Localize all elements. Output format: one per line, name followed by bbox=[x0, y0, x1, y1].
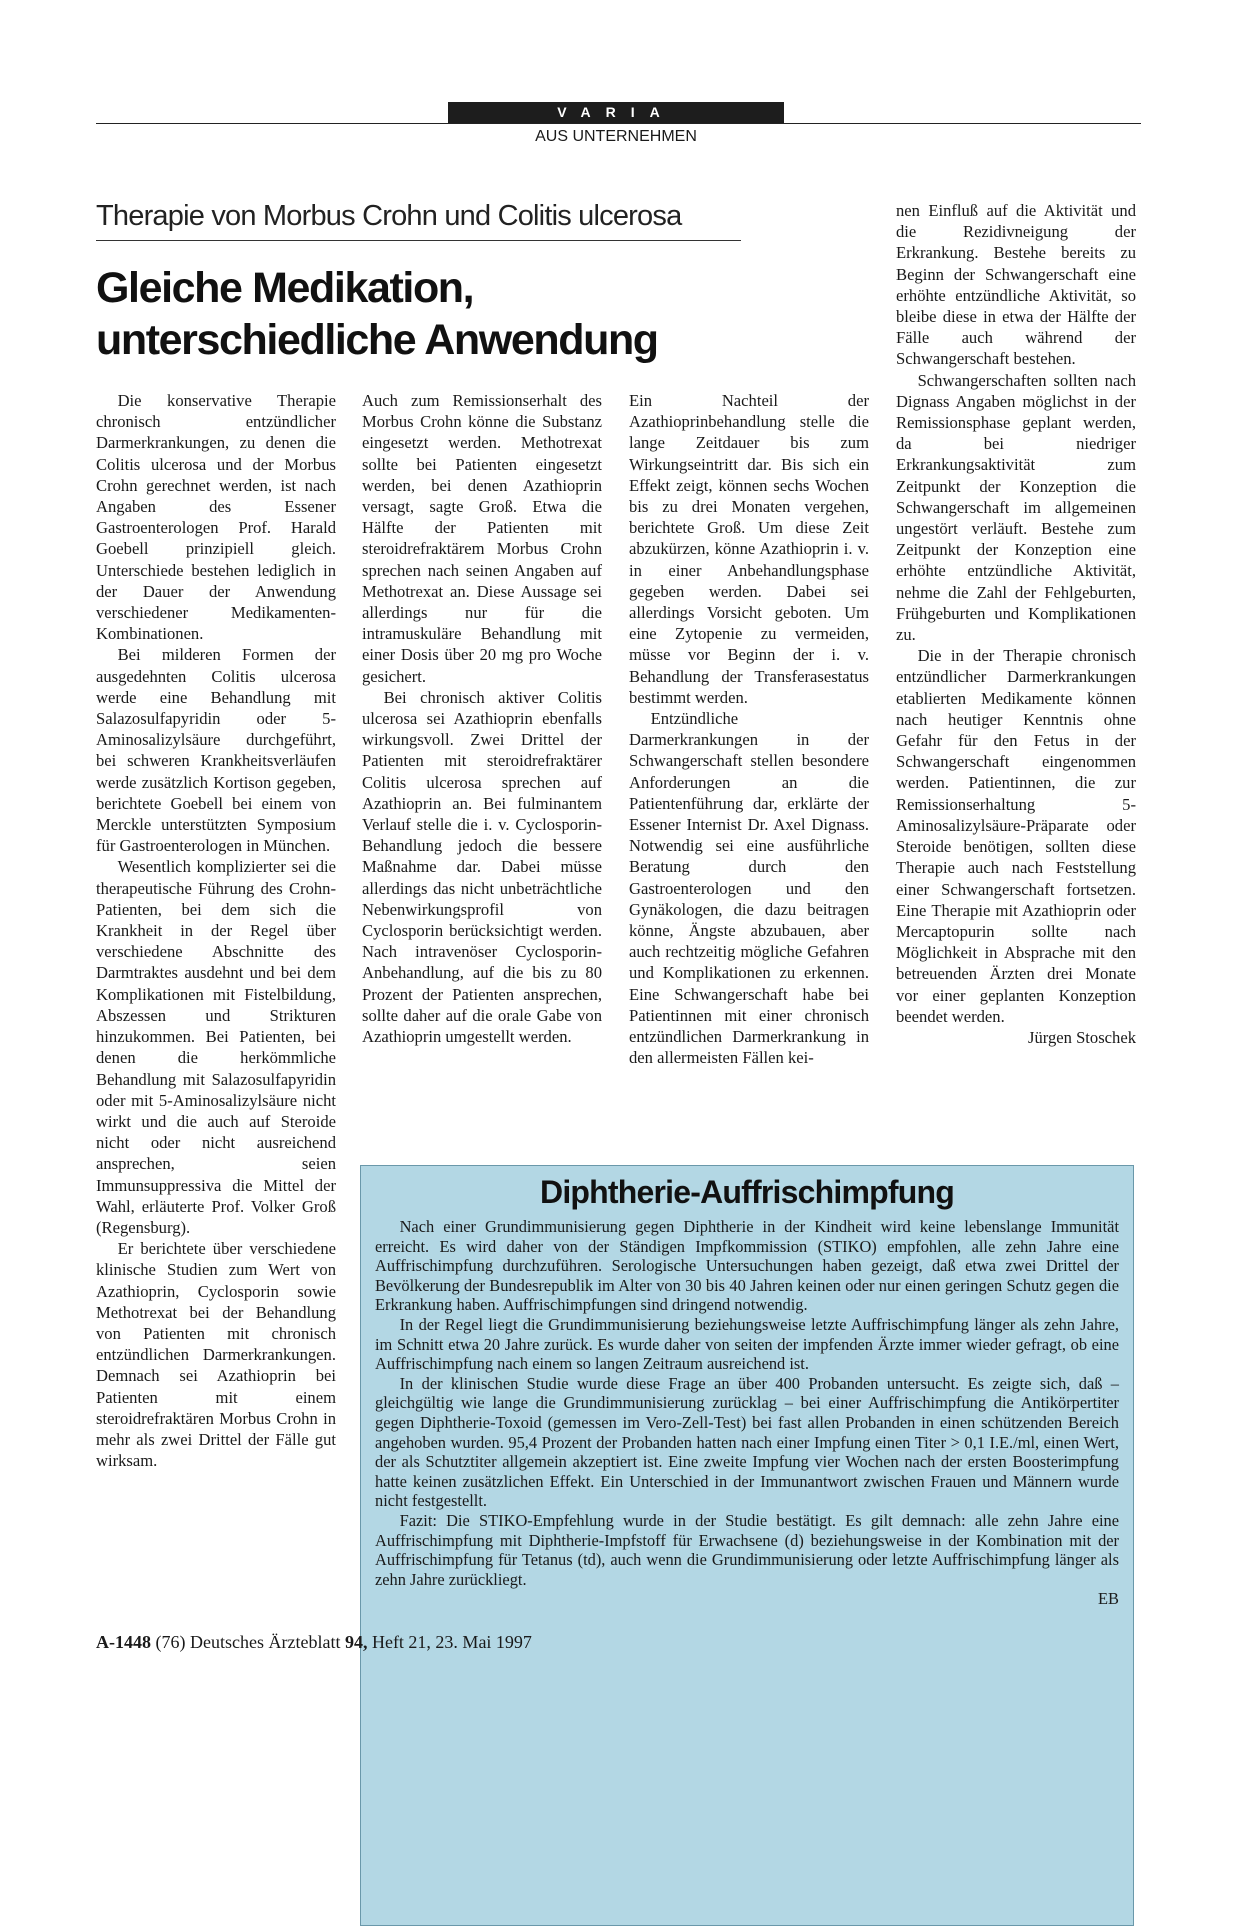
kicker-rule bbox=[96, 240, 741, 241]
author-line bbox=[896, 1027, 1136, 1048]
journal-issue: Heft 21, 23. Mai 1997 bbox=[371, 1632, 532, 1652]
paragraph: Bei milderen Formen der ausgedehnten Colitis ulcerosa werde eine Behandlung mit Salazosulfapyridin oder 5-Aminosalizylsäure durchgeführt, bei schweren Krankheitsverläufen werde zusätzlich Kortison gegeben, berichtete Goebell bei einem von Merckle unterstützten Symposium für Gastroenterologen in München. bbox=[96, 645, 336, 856]
header-rule bbox=[96, 123, 1141, 124]
info-box-body bbox=[375, 1217, 1119, 1589]
paragraph: Er berichtete über verschiedene klinische Studien zum Wert von Azathioprin, Cyclosporin sowie Methotrexat bei der Behandlung von Patienten mit chronisch entzündlichen Darmerkrankungen. Demnach sei Azathioprin bei Patienten mit einem steroidrefraktären Morbus Crohn in mehr als zwei Drittel der Fälle gut wirksam. bbox=[96, 1239, 336, 1471]
paragraph: Entzündliche Darmerkrankungen in der Schwangerschaft stellen besondere Anforderungen an die Patientenführung dar, erklärte der Essener Internist Dr. Axel Dignass. Notwendig sei eine ausführliche Beratung durch den Gastroenterologen und den Gynäkologen, die dazu beitragen könne, Ängste abzubauen, aber auch rechtzeitig mögliche Gefahren und Komplikationen zu erkennen. Eine Schwangerschaft habe bei Patientinnen mit einer chronisch entzündlichen Darmerkrankung in den allermeisten Fällen kei- bbox=[629, 709, 869, 1068]
box-paragraph: In der Regel liegt die Grundimmunisierung beziehungsweise letzte Auffrischimpfung länger als zehn Jahre, im Schnitt etwa 20 Jahre zurück. Es wurde daher von seiten der impfenden Ärzte immer wieder gefragt, ob eine Auffrischimpfung nach einem so langen Zeitraum ausreichend ist. bbox=[375, 1314, 1119, 1374]
page-number: (76) bbox=[155, 1632, 186, 1652]
paragraph: Wesentlich komplizierter sei die therapeutische Führung des Crohn-Patienten, bei dem sich die Krankheit in der Regel über verschiedene Abschnitte des Darmtraktes ausdehnt und bei dem Komplikationen mit Fistelbildung, Abszessen und Strikturen hinzukommen. Bei Patienten, bei denen die herkömmliche Behandlung mit Salazosulfapyridin oder mit 5-Aminosalizylsäure nicht wirkt und die auch auf Steroide nicht oder nicht ausreichend ansprechen, seien Immunsuppressiva die Mittel der Wahl, erläuterte Prof. Volker Groß (Regensburg). bbox=[96, 857, 336, 1237]
journal-volume: 94, bbox=[344, 1632, 368, 1652]
author-name: Jürgen Stoschek bbox=[1027, 1027, 1136, 1047]
headline-line-1: Gleiche Medikation, bbox=[96, 264, 474, 312]
section-label: AUS UNTERNEHMEN bbox=[535, 128, 697, 145]
journal-name: Deutsches Ärzteblatt bbox=[190, 1632, 341, 1652]
page-footer bbox=[96, 1632, 532, 1653]
paragraph: Die in der Therapie chronisch entzündlicher Darmerkrankungen etablierten Medikamente können nach heutiger Kenntnis ohne Gefahr für den Fetus in der Schwangerschaft eingenommen werden. Patientinnen, die zur Remissionserhaltung 5-Aminosalizylsäure-Präparate oder Steroide benötigen, sollten diese Therapie auch nach Feststellung einer Schwangerschaft fortsetzen. Eine Therapie mit Azathioprin oder Mercaptopurin sollte nach Möglichkeit in Absprache mit den betreuenden Ärzten drei Monate vor einer geplanten Konzeption beendet werden. bbox=[896, 646, 1136, 1026]
paragraph: nen Einfluß auf die Aktivität und die Rezidivneigung der Erkrankung. Bestehe bereits zu Beginn der Schwangerschaft eine erhöhte entzündliche Aktivität, so bleibe diese in etwa der Hälfte der Fälle auch während der Schwangerschaft bestehen. bbox=[896, 201, 1136, 369]
article-column-4 bbox=[896, 200, 1136, 1048]
article-column-3 bbox=[629, 390, 869, 1069]
info-box-title: Diphtherie-Auffrischimpfung bbox=[540, 1174, 954, 1210]
headline-line-2: unterschiedliche Anwendung bbox=[96, 316, 658, 364]
rubric-label: VARIA bbox=[557, 104, 675, 120]
article-headline bbox=[96, 262, 856, 366]
box-paragraph: In der klinischen Studie wurde diese Frage an über 400 Probanden untersucht. Es zeigte sich, daß – gleichgültig wie lange die Grundimmunisierung zurücklag – bei einer Auffrischimpfung die Antikörpertiter gegen Diphtherie-Toxoid (gemessen im Vero-Zell-Test) bei fast allen Probanden in einen schützenden Bereich angehoben wurden. 95,4 Prozent der Probanden hatten nach einer Impfung einen Titer > 0,1 I.E./ml, einen Wert, der als Schutztiter allgemein akzeptiert ist. Eine zweite Impfung vier Wochen nach der ersten Boosterimpfung hatte keinen zusätzlichen Effekt. Ein Unterschied in der Immunantwort zwischen Frauen und Männern wurde nicht festgestellt. bbox=[375, 1373, 1119, 1511]
article-column-1 bbox=[96, 390, 336, 1471]
box-paragraph: Nach einer Grundimmunisierung gegen Diphtherie in der Kindheit wird keine lebenslange Immunität erreicht. Es wird daher von der Ständigen Impfkommission (STIKO) empfohlen, alle zehn Jahre eine Auffrischimpfung durchzuführen. Serologische Untersuchungen haben gezeigt, daß etwa zwei Drittel der Bevölkerung der Bundesrepublik im Alter von 30 bis 40 Jahren keinen oder nur einen geringen Schutz gegen die Erkrankung haben. Auffrischimpfungen sind dringend notwendig. bbox=[375, 1217, 1119, 1315]
paragraph: Schwangerschaften sollten nach Dignass Angaben möglichst in der Remissionsphase geplant werden, da bei niedriger Erkrankungsaktivität zum Zeitpunkt der Konzeption die Schwangerschaft im allgemeinen ungestört verläuft. Bestehe zum Zeitpunkt der Konzeption eine erhöhte entzündliche Aktivität, nehme die Zahl der Fehlgeburten, Frühgeburten und Komplikationen zu. bbox=[896, 370, 1136, 645]
rubric-banner bbox=[448, 102, 784, 123]
info-box bbox=[360, 1165, 1134, 1926]
page-id: A-1448 bbox=[96, 1632, 151, 1652]
paragraph: Auch zum Remissionserhalt des Morbus Crohn könne die Substanz eingesetzt werden. Methotrexat sollte bei Patienten eingesetzt werden, bei denen Azathioprin versagt, sagte Groß. Etwa die Hälfte der Patienten mit steroidrefraktärem Morbus Crohn sprechen nach seinen Angaben auf Methotrexat an. Diese Aussage sei allerdings nur für die intramuskuläre Behandlung mit einer Dosis über 20 mg pro Woche gesichert. bbox=[362, 391, 602, 686]
info-box-signature: EB bbox=[1098, 1589, 1119, 1609]
paragraph: Die konservative Therapie chronisch entzündlicher Darmerkrankungen, zu denen die Colitis ulcerosa und der Morbus Crohn gerechnet werden, ist nach Angaben des Essener Gastroenterologen Prof. Harald Goebell prinzipiell gleich. Unterschiede bestehen lediglich in der Dauer der Anwendung verschiedener Medikamenten-Kombinationen. bbox=[96, 391, 336, 644]
paragraph: Bei chronisch aktiver Colitis ulcerosa sei Azathioprin ebenfalls wirkungsvoll. Zwei Drittel der Patienten mit steroidrefraktärer Colitis ulcerosa sprechen auf Azathioprin an. Bei fulminantem Verlauf stelle die i. v. Cyclosporin-Behandlung jedoch die bessere Maßnahme dar. Dabei müsse allerdings das nicht unbeträchtliche Nebenwirkungsprofil von Cyclosporin berücksichtigt werden. Nach intravenöser Cyclosporin-Anbehandlung, auf die bis zu 80 Prozent der Patienten ansprechen, sollte daher auf die orale Gabe von Azathioprin umgestellt werden. bbox=[362, 687, 602, 1047]
paragraph: Ein Nachteil der Azathioprinbehandlung stelle die lange Zeitdauer bis zum Wirkungseintritt dar. Bis sich ein Effekt zeigt, können sechs Wochen bis zu drei Monaten vergehen, berichtete Groß. Um diese Zeit abzukürzen, könne Azathioprin i. v. in einer Anbehandlungsphase gegeben werden. Dabei sei allerdings Vorsicht geboten. Um eine Zytopenie zu vermeiden, müsse vor Beginn der i. v. Behandlung der Transferasestatus bestimmt werden. bbox=[629, 391, 869, 707]
box-paragraph: Fazit: Die STIKO-Empfehlung wurde in der Studie bestätigt. Es gilt demnach: alle zehn Jahre eine Auffrischimpfung mit Diphtherie-Impfstoff für Erwachsene (d) beziehungsweise in der Kombination mit der Auffrischimpfung für Tetanus (td), auch wenn die Grundimmunisierung oder letzte Auffrischimpfung länger als zehn Jahre zurückliegt. bbox=[375, 1510, 1119, 1589]
article-column-2 bbox=[362, 390, 602, 1047]
article-kicker: Therapie von Morbus Crohn und Colitis ulcerosa bbox=[96, 200, 682, 232]
